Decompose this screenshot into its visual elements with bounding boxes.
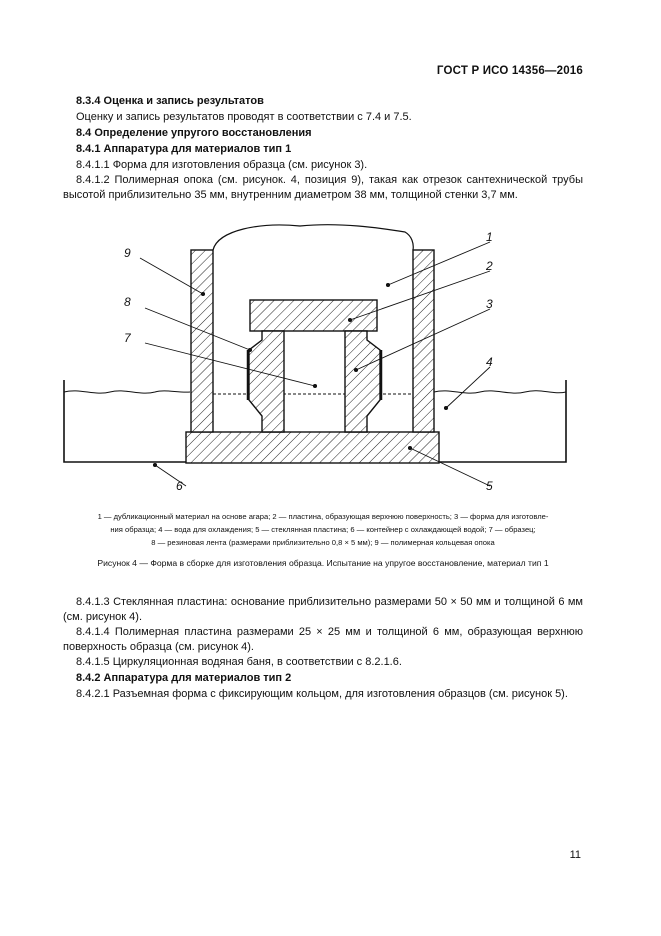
agar-material-top	[213, 225, 413, 250]
section-8-4-1-4-line1: 8.4.1.4 Полимерная пластина размерами 25 × 25 мм и толщиной 6 мм, образующая верхнюю	[76, 626, 583, 638]
section-8-4-1-title: 8.4.1 Аппаратура для материалов тип 1	[76, 143, 292, 155]
section-8-4-1-2-line1: 8.4.1.2 Полимерная опока (см. рисунок. 4, позиция 9), такая как отрезок сантехнической трубы	[76, 174, 583, 186]
figure-caption: Рисунок 4 — Форма в сборке для изготовления образца. Испытание на упругое восстановление, материал тип 1	[97, 558, 549, 568]
section-8-3-4-text: Оценку и запись результатов проводят в соответствии с 7.4 и 7.5.	[76, 111, 412, 123]
mould-right	[345, 331, 380, 432]
glass-plate	[186, 432, 439, 463]
section-8-4-1-3-line2: (см. рисунок 4).	[63, 611, 142, 623]
section-8-4-2-1: 8.4.2.1 Разъемная форма с фиксирующим кольцом, для изготовления образцов (см. рисунок 5).	[76, 688, 568, 700]
label-2: 2	[486, 259, 493, 273]
water-surface-left	[64, 391, 190, 393]
label-8: 8	[124, 295, 131, 309]
section-8-4-2-title: 8.4.2 Аппаратура для материалов тип 2	[76, 672, 292, 684]
section-8-3-4-title: 8.3.4 Оценка и запись результатов	[76, 95, 264, 107]
label-5: 5	[486, 479, 493, 493]
figure-legend-line3: 8 — резиновая лента (размерами приблизительно 0,8 × 5 мм); 9 — полимерная кольцевая опока	[151, 538, 495, 547]
label-9: 9	[124, 246, 131, 260]
figure-legend-line1: 1 — дубликационный материал на основе агара; 2 — пластина, образующая верхнюю поверхность; 3 — форма для изготовле-	[97, 512, 549, 521]
section-8-4-1-1: 8.4.1.1 Форма для изготовления образца (см. рисунок 3).	[76, 159, 368, 171]
section-8-4-1-5: 8.4.1.5 Циркуляционная водяная баня, в соответствии с 8.2.1.6.	[76, 656, 402, 668]
label-6: 6	[176, 479, 183, 493]
polymer-ring-right	[413, 250, 434, 432]
top-plate	[250, 300, 377, 331]
section-8-4-1-2-line2: высотой приблизительно 35 мм, внутренним диаметром 38 мм, толщиной стенки 3,7 мм.	[63, 189, 518, 201]
figure-legend-line2: ния образца; 4 — вода для охлаждения; 5 — стеклянная пластина; 6 — контейнер с охлаждающей водой; 7 — образец;	[110, 525, 536, 534]
label-7: 7	[124, 331, 131, 345]
label-3: 3	[486, 297, 493, 311]
water-surface-right	[434, 391, 566, 393]
label-4: 4	[486, 355, 493, 369]
section-8-4-title: 8.4 Определение упругого восстановления	[76, 127, 312, 139]
page-number: 11	[569, 849, 581, 861]
label-1: 1	[486, 230, 493, 244]
figure-4-diagram	[0, 200, 661, 510]
section-8-4-1-4-line2: поверхность образца (см. рисунок 4).	[63, 641, 254, 653]
section-8-4-1-3-line1: 8.4.1.3 Стеклянная пластина: основание приблизительно размерами 50 × 50 мм и толщиной 6 мм	[76, 596, 583, 608]
standard-header: ГОСТ Р ИСО 14356—2016	[436, 65, 583, 77]
polymer-ring-left	[191, 250, 213, 432]
mould-left	[249, 331, 284, 432]
